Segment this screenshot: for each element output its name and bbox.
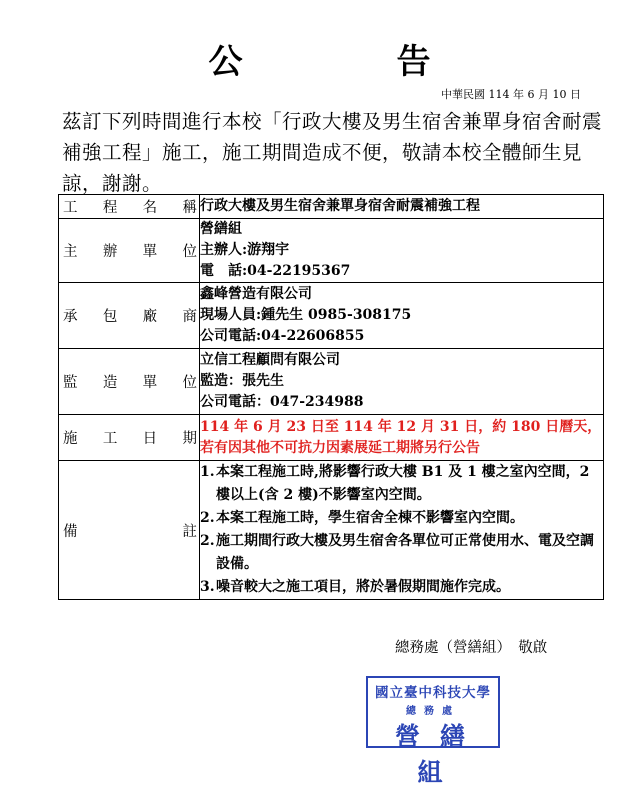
label-period: 施 工 日 期 <box>63 431 197 447</box>
label-notes: 備 註 <box>63 523 197 540</box>
note-item: 3. 噪音較大之施工項目，將於暑假期間施作完成。 <box>200 579 510 595</box>
note-item: 2. 施工期間行政大樓及男生宿舍各單位可正常使用水、電及空調設備。 <box>200 533 594 572</box>
note-item: 1. 本案工程施工時,將影響行政大樓 B1 及 1 樓之室內空間，2 樓以上(含 2 樓)不影響室內空間。 <box>200 464 590 503</box>
contractor-info: 鑫峰營造有限公司 現場人員:鍾先生 0985-308175 公司電話:04-22606855 <box>200 283 604 349</box>
label-project: 工 程 名 稱 <box>63 200 197 216</box>
note-item: 2. 本案工程施工時，學生宿舍全棟不影響室內空間。 <box>200 510 524 526</box>
seal-line-university: 國立臺中科技大學 <box>375 685 491 701</box>
notice-title: 公 告 <box>208 42 491 82</box>
seal-line-section: 營繕組 <box>394 722 485 787</box>
row-contractor <box>59 283 604 349</box>
notice-intro: 茲訂下列時間進行本校「行政大樓及男生宿舍兼單身宿舍耐震補強工程」施工，施工期間造成不便，敬請本校全體師生見諒，謝謝。 <box>62 110 603 195</box>
row-project <box>59 195 604 219</box>
label-organizer: 主 辦 單 位 <box>63 244 197 260</box>
notice-date: 中華民國 114 年 6 月 10 日 <box>441 88 581 101</box>
notes-list <box>200 461 604 600</box>
label-contractor: 承 包 廠 商 <box>63 309 197 325</box>
row-organizer <box>59 219 604 283</box>
project-name: 行政大樓及男生宿舍兼單身宿舍耐震補強工程 <box>200 195 604 219</box>
row-period <box>59 415 604 461</box>
label-supervisor: 監 造 單 位 <box>63 375 197 391</box>
organizer-info: 營繕組 主辦人:游翔宇 電 話:04-22195367 <box>200 219 604 283</box>
construction-period: 114 年 6 月 23 日至 114 年 12 月 31 日，約 180 日曆天， 若有因其他不可抗力因素展延工期將另行公告 <box>200 415 604 461</box>
signature: 總務處（營繕組） 敬啟 <box>395 640 548 656</box>
row-supervisor <box>59 349 604 415</box>
row-notes <box>59 461 604 600</box>
seal-line-office: 總務處 <box>406 706 460 717</box>
supervisor-info: 立信工程顧問有限公司 監造：張先生 公司電話：047-234988 <box>200 349 604 415</box>
office-seal <box>366 676 500 787</box>
notice-table <box>58 194 604 600</box>
